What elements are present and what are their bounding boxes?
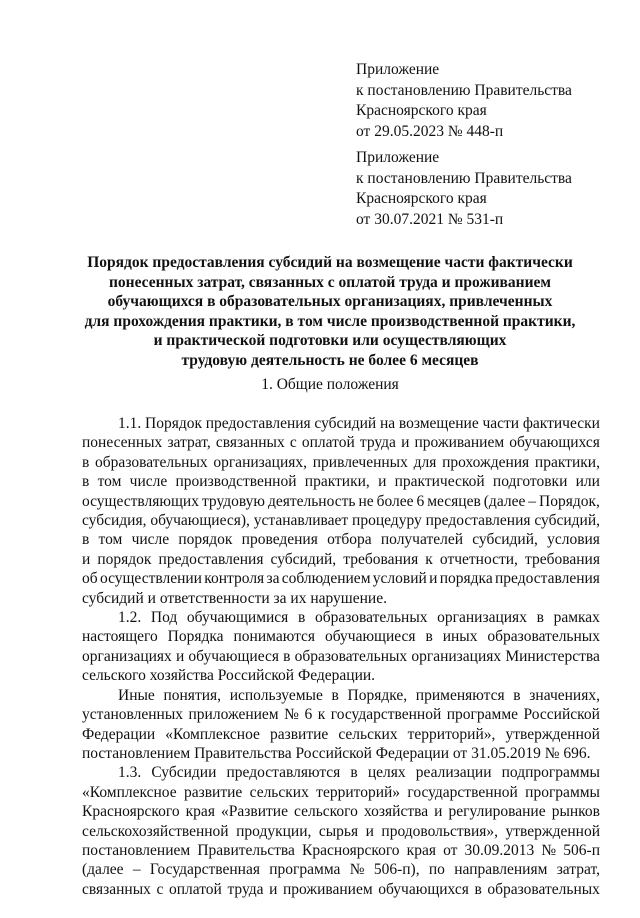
- body-line: 1.1. Порядок предоставления субсидий на возмещение части фактически: [118, 415, 600, 432]
- body-line: установленных приложением № 6 к государственной программе Российской: [82, 706, 600, 724]
- body-line: связанных с оплатой труда и проживанием обучающихся в образовательных: [82, 880, 600, 898]
- appendix-line: от 30.07.2021 № 531-п: [356, 210, 504, 228]
- body-line: субсидия, обучающиеся), устанавливает процедуру предоставления субсидий,: [82, 512, 600, 530]
- title-line: и практической подготовки или осуществляющих: [153, 332, 507, 350]
- title-line: Порядок предоставления субсидий на возмещение части фактически: [87, 254, 573, 271]
- section-heading: 1. Общие положения: [261, 376, 399, 393]
- title-line: для прохождения практики, в том числе производственной практики,: [84, 312, 576, 330]
- title-line: трудовую деятельность не более 6 месяцев: [181, 351, 479, 369]
- appendix-line: от 29.05.2023 № 448-п: [356, 122, 504, 140]
- appendix-line: Красноярского края: [356, 102, 487, 119]
- document-title: [60, 253, 600, 371]
- body-line: в том числе производственной практики, и практической подготовки или: [82, 473, 600, 491]
- body-line: сельского хозяйства Российской Федерации.: [82, 667, 376, 685]
- appendix-line: Красноярского края: [356, 190, 487, 207]
- body-line: субсидий и ответственности за их нарушение.: [82, 589, 387, 607]
- title-line: понесенных затрат, связанных с оплатой труда и проживанием: [109, 273, 551, 291]
- body-line: постановлением Правительства Красноярского края от 30.09.2013 № 506-п: [82, 841, 600, 859]
- appendix-line: к постановлению Правительства: [356, 81, 572, 99]
- title-line: обучающихся в образовательных организациях, привлеченных: [107, 293, 553, 311]
- body-line: «Комплексное развитие сельских территорий» государственной программы: [82, 783, 600, 801]
- appendix-block-original: [356, 148, 626, 230]
- body-line: организациях и обучающиеся в образовательных организациях Министерства: [82, 647, 600, 665]
- body-line: об осуществлении контроля за соблюдением условий и порядка предоставления: [82, 570, 600, 588]
- body-line: сельскохозяйственной продукции, сырья и продовольствия», утвержденной: [82, 822, 600, 840]
- body-line: Иные понятия, используемые в Порядке, применяются в значениях,: [118, 686, 600, 704]
- body-line: и порядок предоставления субсидий, требования к отчетности, требования: [82, 550, 600, 568]
- appendix-line: Приложение: [356, 61, 440, 78]
- appendix-line: к постановлению Правительства: [356, 169, 572, 187]
- body-line: понесенных затрат, связанных с оплатой труда и проживанием обучающихся: [82, 434, 600, 452]
- appendix-block-current: [356, 60, 626, 142]
- body-line: постановлением Правительства Российской Федерации от 31.05.2019 № 696.: [82, 744, 591, 762]
- body-line: Красноярского края «Развитие сельского хозяйства и регулирование рынков: [82, 803, 600, 821]
- body-line: 1.2. Под обучающимися в образовательных организациях в рамках: [118, 609, 600, 627]
- body-line: (далее – Государственная программа № 506-п), по направлениям затрат,: [82, 861, 600, 879]
- body-line: Федерации «Комплексное развитие сельских территорий», утвержденной: [82, 725, 600, 743]
- body-line: осуществляющих трудовую деятельность не более 6 месяцев (далее – Порядок,: [82, 492, 600, 510]
- body-line: в том числе порядок проведения отбора получателей субсидий, условия: [82, 531, 600, 549]
- body-line: настоящего Порядка понимаются обучающиеся в иных образовательных: [82, 628, 600, 646]
- body-text: [82, 414, 600, 899]
- body-line: 1.3. Субсидии предоставляются в целях реализации подпрограммы: [118, 764, 600, 782]
- body-line: в образовательных организациях, привлеченных для прохождения практики,: [82, 453, 600, 471]
- appendix-line: Приложение: [356, 149, 440, 166]
